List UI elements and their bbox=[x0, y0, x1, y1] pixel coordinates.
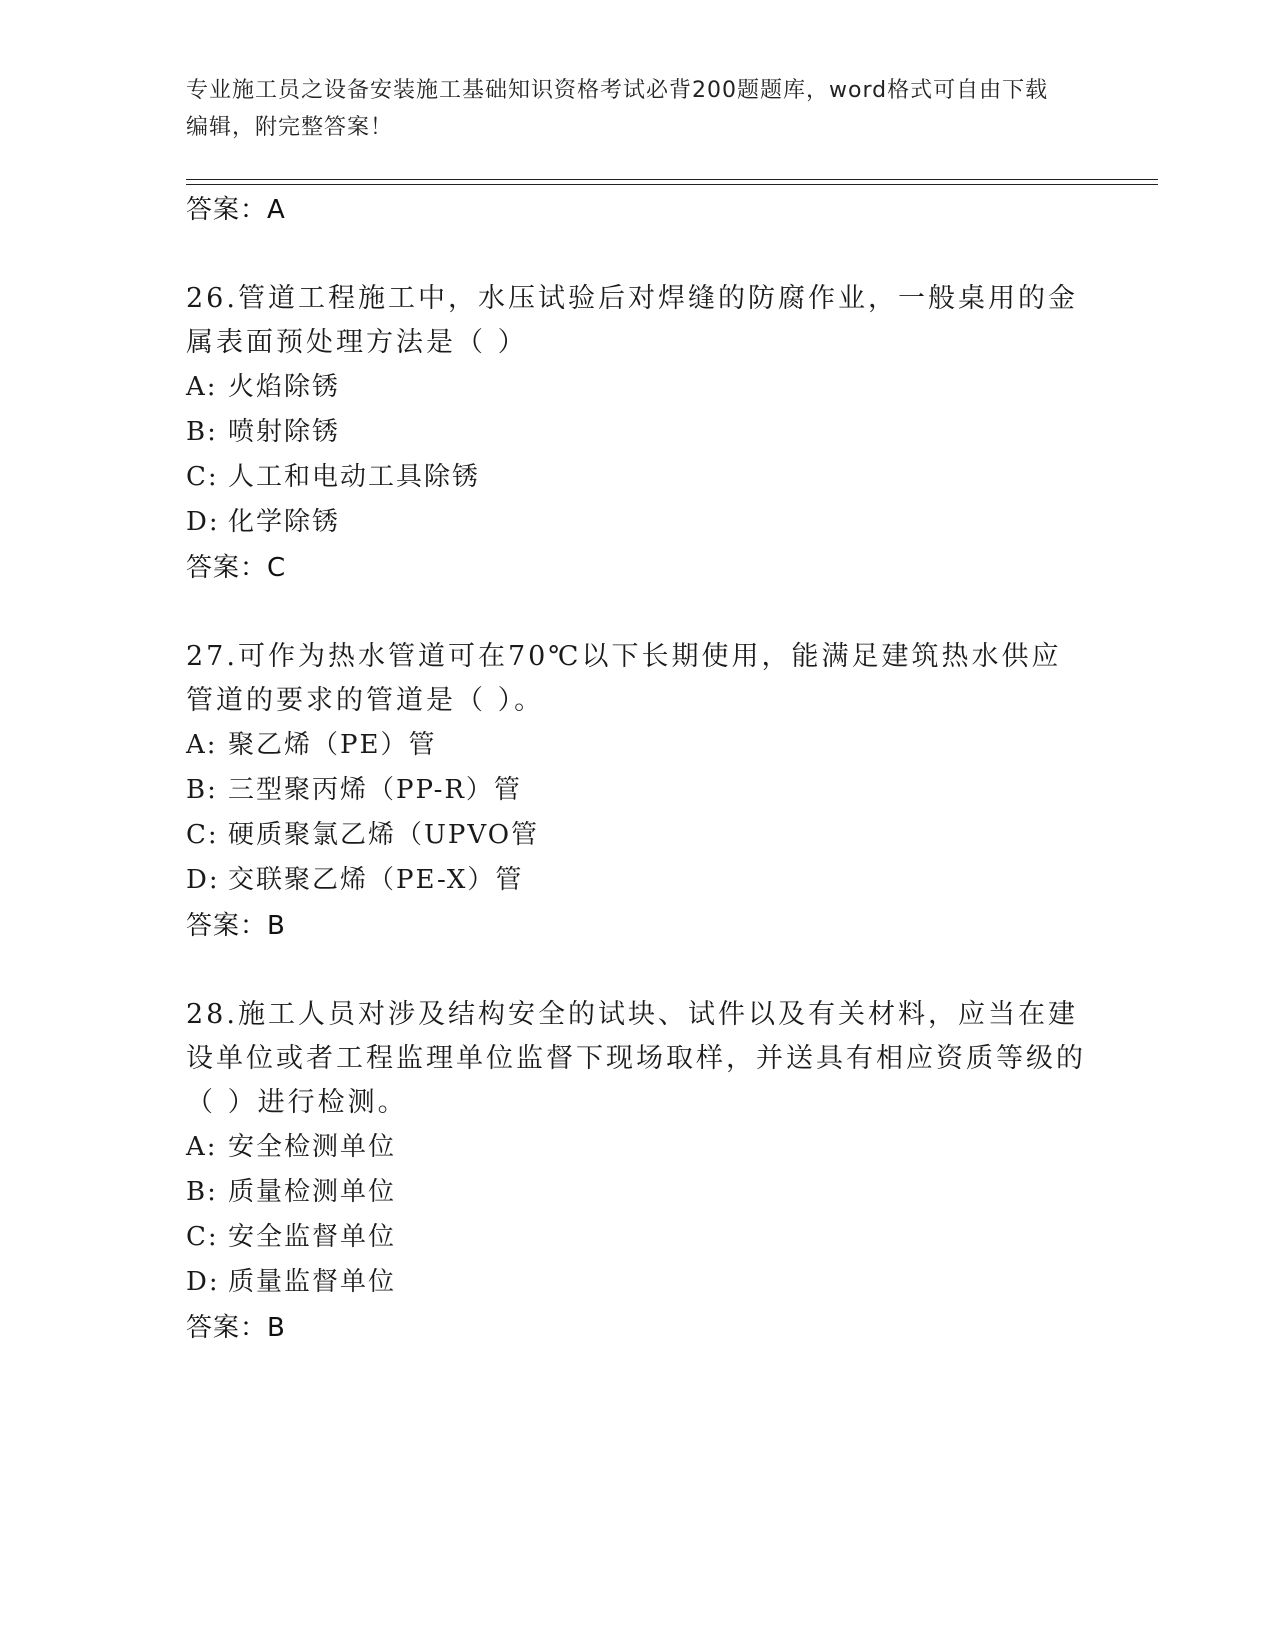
question-stem: 27.可作为热水管道可在70℃以下长期使用，能满足建筑热水供应管道的要求的管道是（ ）。 bbox=[186, 641, 1062, 716]
answer-line: 答案：C bbox=[186, 553, 287, 583]
answer-line: 答案：B bbox=[186, 1313, 286, 1343]
question-stem: 26.管道工程施工中，水压试验后对焊缝的防腐作业，一般桌用的金属表面预处理方法是（ ） bbox=[186, 283, 1078, 358]
option-c bbox=[186, 1215, 1086, 1260]
option-b bbox=[186, 1170, 1086, 1215]
option-c bbox=[186, 455, 1086, 500]
option-letter: D: bbox=[186, 1267, 220, 1297]
option-text: 聚乙烯（PE）管 bbox=[228, 730, 437, 760]
option-letter: C: bbox=[186, 462, 219, 492]
option-text: 质量监督单位 bbox=[228, 1267, 397, 1297]
header-rule-bottom bbox=[186, 184, 1158, 185]
option-text: 人工和电动工具除锈 bbox=[228, 462, 481, 492]
option-letter: B: bbox=[186, 417, 218, 447]
page-header: 专业施工员之设备安装施工基础知识资格考试必背200题题库，word格式可自由下载编辑，附完整答案！ bbox=[186, 78, 1049, 140]
question-27 bbox=[186, 635, 1086, 949]
option-d bbox=[186, 1260, 1086, 1305]
option-a bbox=[186, 1125, 1086, 1170]
option-text: 火焰除锈 bbox=[228, 372, 341, 402]
option-b bbox=[186, 768, 1086, 813]
option-a bbox=[186, 365, 1086, 410]
question-28 bbox=[186, 993, 1086, 1351]
option-text: 质量检测单位 bbox=[228, 1177, 397, 1207]
header-rule-top bbox=[186, 179, 1158, 180]
option-letter: B: bbox=[186, 775, 218, 805]
option-text: 交联聚乙烯（PE-X）管 bbox=[228, 865, 524, 895]
option-text: 化学除锈 bbox=[228, 507, 341, 537]
option-d bbox=[186, 500, 1086, 545]
option-letter: C: bbox=[186, 820, 219, 850]
option-letter: A: bbox=[186, 730, 218, 760]
option-letter: D: bbox=[186, 507, 220, 537]
option-letter: A: bbox=[186, 372, 218, 402]
answer-line: 答案：A bbox=[186, 195, 286, 225]
option-text: 硬质聚氯乙烯（UPVO管 bbox=[228, 820, 540, 850]
question-26 bbox=[186, 277, 1086, 591]
option-b bbox=[186, 410, 1086, 455]
option-text: 安全检测单位 bbox=[228, 1132, 397, 1162]
answer-line: 答案：B bbox=[186, 911, 286, 941]
question-stem: 28.施工人员对涉及结构安全的试块、试件以及有关材料，应当在建设单位或者工程监理单位监督下现场取样，并送具有相应资质等级的（ ）进行检测。 bbox=[186, 999, 1086, 1118]
option-letter: C: bbox=[186, 1222, 219, 1252]
option-text: 喷射除锈 bbox=[228, 417, 341, 447]
option-text: 安全监督单位 bbox=[228, 1222, 397, 1252]
option-letter: A: bbox=[186, 1132, 218, 1162]
option-text: 三型聚丙烯（PP-R）管 bbox=[228, 775, 522, 805]
content bbox=[186, 187, 1086, 1351]
option-d bbox=[186, 858, 1086, 903]
option-letter: D: bbox=[186, 865, 220, 895]
option-letter: B: bbox=[186, 1177, 218, 1207]
option-c bbox=[186, 813, 1086, 858]
option-a bbox=[186, 723, 1086, 768]
